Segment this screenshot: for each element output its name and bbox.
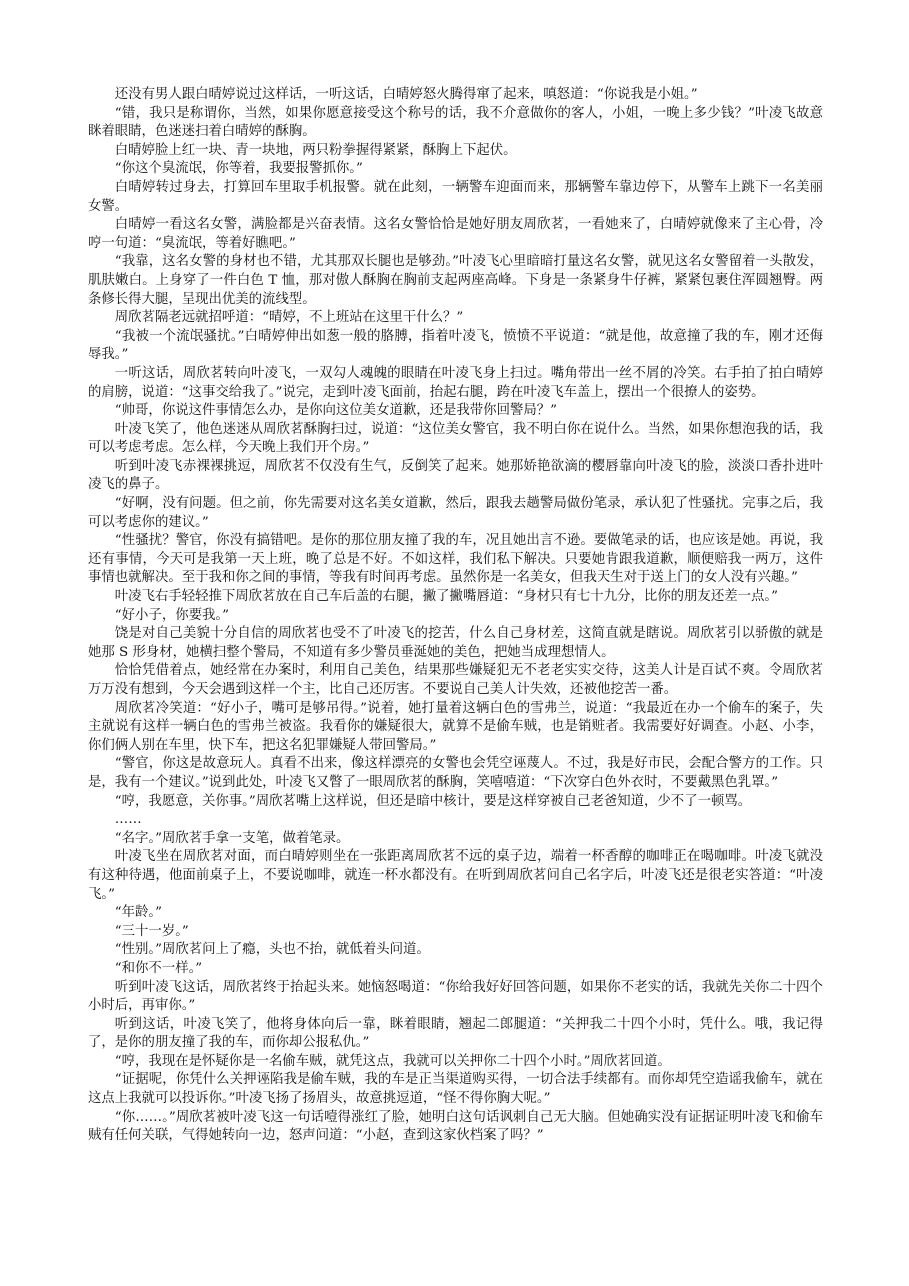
paragraph: “好小子，你要我。”: [114, 607, 229, 623]
paragraph: 叶凌飞右手轻轻推下周欣茗放在自己车后盖的右腿，撇了撇嘴唇道：“身材只有七十九分，比你的朋友还差一点。”: [114, 589, 778, 605]
paragraph: “名字。”周欣茗手拿一支笔，做着笔录。: [114, 830, 350, 846]
paragraph: “我靠，这名女警的身材也不错，尤其那双长腿也是够劲。”叶凌飞心里暗暗打量这名女警，就见这名女警留着一头散发，肌肤嫩白。上身穿了一件白色 T 恤，那对傲人酥胸在胸前支起两座高峰。下身是一条紧身牛仔裤，紧紧包裹住浑圆翘臀。两条修长得大腿，呈现出优美的流线型。: [88, 254, 823, 307]
paragraph: “年龄。”: [114, 905, 162, 921]
paragraph: 白晴婷转过身去，打算回车里取手机报警。就在此刻，一辆警车迎面而来，那辆警车靠边停下，从警车上跳下一名美丽女警。: [88, 179, 823, 214]
paragraph: 周欣茗隔老远就招呼道：“晴婷，不上班站在这里干什么？”: [114, 310, 464, 326]
paragraph: 叶凌飞笑了，他色迷迷从周欣茗酥胸扫过，说道：“这位美女警官，我不明白你在说什么。当然，如果你想泡我的话，我可以考虑考虑。怎么样，今天晚上我们开个房。”: [88, 421, 823, 456]
document-page: [88, 86, 823, 1146]
section-break: ……: [114, 812, 142, 828]
paragraph: 听到叶凌飞这话，周欣茗终于抬起头来。她恼怒喝道：“你给我好好回答问题，如果你不老实的话，我就先关你二十四个小时后，再审你。”: [88, 979, 823, 1014]
paragraph: “哼，我愿意，关你事。”周欣茗嘴上这样说，但还是暗中核计，要是这样穿被自己老爸知道，少不了一顿骂。: [114, 793, 752, 809]
paragraph: “警官，你这是故意玩人。真看不出来，像这样漂亮的女警也会凭空诬蔑人。不过，我是好市民，会配合警方的工作。只是，我有一个建议。”说到此处，叶凌飞又瞥了一眼周欣茗的酥胸，笑嘻嘻道：“下次穿白色外衣时，不要戴黑色乳罩。”: [88, 756, 823, 790]
paragraph: 听到这话，叶凌飞笑了，他将身体向后一靠，眯着眼睛，翘起二郎腿道：“关押我二十四个小时，凭什么。哦，我记得了，是你的朋友撞了我的车，而你却公报私仇。”: [88, 1016, 823, 1051]
paragraph: “帅哥，你说这件事情怎么办，是你向这位美女道歉，还是我带你回警局？”: [114, 403, 557, 419]
paragraph: “性别。”周欣茗问上了瘾，头也不抬，就低着头问道。: [114, 942, 430, 958]
paragraph: 周欣茗冷笑道：“好小子，嘴可是够吊得。”说着，她打量着这辆白色的雪弗兰，说道：“我最近在办一个偷车的案子，失主就说有这样一辆白色的雪弗兰被盗。我看你的嫌疑很大，就算不是偷车贼，也是销赃者。我需要好好调查。小赵、小李，你们俩人别在车里，快下车，把这名犯罪嫌疑人带回警局。”: [88, 700, 823, 753]
paragraph: “三十一岁。”: [114, 923, 189, 939]
paragraph: “和你不一样。”: [114, 960, 203, 976]
paragraph: 还没有男人跟白晴婷说过这样话，一听这话，白晴婷怒火腾得窜了起来，嗔怒道：“你说我是小姐。”: [114, 87, 698, 102]
paragraph: “我被一个流氓骚扰。”白晴婷伸出如葱一般的胳膊，指着叶凌飞，愤愤不平说道：“就是他，故意撞了我的车，刚才还侮辱我。”: [88, 328, 823, 363]
paragraph: 听到叶凌飞赤裸裸挑逗，周欣茗不仅没有生气，反倒笑了起来。她那娇艳欲滴的樱唇靠向叶凌飞的脸，淡淡口香扑进叶凌飞的鼻子。: [88, 458, 823, 493]
paragraph: 一听这话，周欣茗转向叶凌飞，一双勾人魂魄的眼睛在叶凌飞身上扫过。嘴角带出一丝不屑的冷笑。右手拍了拍白晴婷的肩膀，说道：“这事交给我了。”说完，走到叶凌飞面前，抬起右腿，跨在叶凌飞车盖上，摆出一个很撩人的姿势。: [88, 365, 823, 400]
paragraph: 叶凌飞坐在周欣茗对面，而白晴婷则坐在一张距离周欣茗不远的桌子边，端着一杯香醇的咖啡正在喝咖啡。叶凌飞就没有这种待遇，他面前桌子上，不要说咖啡，就连一杯水都没有。在听到周欣茗问自己名字后，叶凌飞还是很老实答道：“叶凌飞。”: [88, 849, 823, 902]
paragraph: 白晴婷脸上红一块、青一块地，两只粉拳握得紧紧，酥胸上下起伏。: [114, 142, 517, 158]
paragraph: 恰恰凭借着点，她经常在办案时，利用自己美色，结果那些嫌疑犯无不老老实实交待，这美人计是百试不爽。令周欣茗万万没有想到，今天会遇到这样一个主，比自己还厉害。不要说自己美人计失效，还被他挖苦一番。: [88, 663, 823, 697]
paragraph: “性骚扰？警官，你没有搞错吧。是你的那位朋友撞了我的车，况且她出言不逊。要做笔录的话，也应该是她。再说，我还有事情，今天可是我第一天上班，晚了总是不好。不如这样，我们私下解决。只要她肯跟我道歉，顺便赔我一两万，这件事情也就解决。至于我和你之间的事情，等我有时间再考虑。虽然你是一名美女，但我天生对于送上门的女人没有兴趣。”: [88, 533, 823, 586]
paragraph: “你……。”周欣茗被叶凌飞这一句话噎得涨红了脸，她明白这句话讽刺自己无大脑。但她确实没有证据证明叶凌飞和偷车贼有任何关联，气得她转向一边，怒声问道：“小赵，查到这家伙档案了吗？”: [88, 1109, 823, 1144]
paragraph: “证据呢，你凭什么关押诬陷我是偷车贼，我的车是正当渠道购买得，一切合法手续都有。而你却凭空造谣我偷车，就在这点上我就可以投诉你。”叶凌飞扬了扬眉头，故意挑逗道，“怪不得你胸大呢。”: [88, 1072, 823, 1107]
paragraph: “哼，我现在是怀疑你是一名偷车贼，就凭这点，我就可以关押你二十四个小时。”周欣茗回道。: [114, 1053, 671, 1069]
paragraph: 饶是对自己美貌十分自信的周欣茗也受不了叶凌飞的挖苦，什么自己身材差，这简直就是瞎说。周欣茗引以骄傲的就是她那 S 形身材，她横扫整个警局，不知道有多少警员垂涎她的美色，把她当成理想情人。: [88, 626, 823, 660]
paragraph: “好啊，没有问题。但之前，你先需要对这名美女道歉，然后，跟我去趟警局做份笔录，承认犯了性骚扰。完事之后，我可以考虑你的建议。”: [88, 496, 823, 530]
paragraph: “错，我只是称谓你，当然，如果你愿意接受这个称号的话，我不介意做你的客人，小姐，一晚上多少钱？”叶凌飞故意眯着眼睛，色迷迷扫着白晴婷的酥胸。: [88, 105, 823, 140]
paragraph: “你这个臭流氓，你等着，我要报警抓你。”: [114, 161, 363, 177]
paragraph: 白晴婷一看这名女警，满脸都是兴奋表情。这名女警恰恰是她好朋友周欣茗，一看她来了，白晴婷就像来了主心骨，冷哼一句道：“臭流氓，等着好瞧吧。”: [88, 217, 823, 251]
